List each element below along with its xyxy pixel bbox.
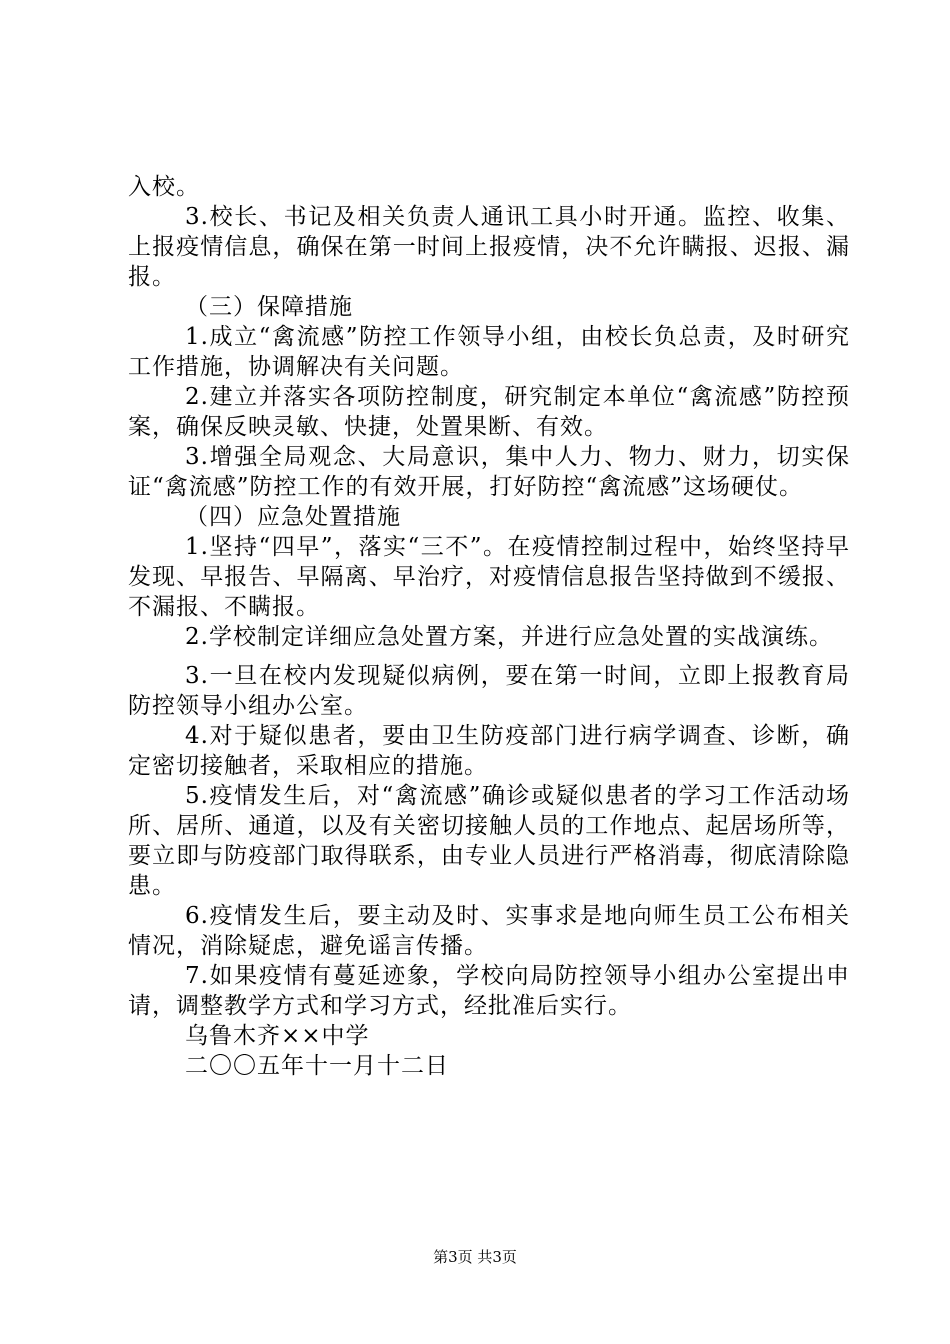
paragraph-emergency-5: 5.疫情发生后，对“禽流感”确诊或疑似患者的学习工作活动场所、居所、通道，以及有关密切接触人员的工作地点、起居场所等，要立即与防疫部门取得联系，由专业人员进行严格消毒，彻底清除隐患。 — [128, 783, 850, 899]
document-body — [128, 172, 850, 1081]
paragraph-safeguard-1: 1.成立“禽流感”防控工作领导小组，由校长负总责，及时研究工作措施，协调解决有关问题。 — [128, 324, 850, 380]
section-heading-emergency: （四）应急处置措施 — [185, 504, 401, 530]
page-footer: 第3页 共3页 — [433, 1248, 517, 1266]
paragraph-continuation: 入校。 — [128, 174, 200, 200]
paragraph-emergency-6: 6.疫情发生后，要主动及时、实事求是地向师生员工公布相关情况，消除疑虑，避免谣言传播。 — [128, 903, 850, 959]
paragraph-emergency-4: 4.对于疑似患者，要由卫生防疫部门进行病学调查、诊断，确定密切接触者，采取相应的措施。 — [128, 723, 850, 779]
paragraph-safeguard-2: 2.建立并落实各项防控制度，研究制定本单位“禽流感”防控预案，确保反映灵敏、快捷，处置果断、有效。 — [128, 384, 850, 440]
section-heading-safeguards: （三）保障措施 — [185, 294, 353, 320]
paragraph-emergency-7: 7.如果疫情有蔓延迹象，学校向局防控领导小组办公室提出申请，调整教学方式和学习方式，经批准后实行。 — [128, 963, 850, 1019]
signature-date: 二〇〇五年十一月十二日 — [185, 1053, 449, 1079]
paragraph-emergency-2: 2.学校制定详细应急处置方案，并进行应急处置的实战演练。 — [185, 624, 833, 650]
paragraph-item-3-contact: 3.校长、书记及相关负责人通讯工具小时开通。监控、收集、上报疫情信息，确保在第一时间上报疫情，决不允许瞒报、迟报、漏报。 — [128, 204, 850, 290]
signature-organization: 乌鲁木齐××中学 — [185, 1023, 370, 1049]
paragraph-emergency-1: 1.坚持“四早”，落实“三不”。在疫情控制过程中，始终坚持早发现、早报告、早隔离、早治疗，对疫情信息报告坚持做到不缓报、不漏报、不瞒报。 — [128, 534, 850, 620]
paragraph-emergency-3: 3.一旦在校内发现疑似病例，要在第一时间，立即上报教育局防控领导小组办公室。 — [128, 663, 850, 719]
paragraph-safeguard-3: 3.增强全局观念、大局意识，集中人力、物力、财力，切实保证“禽流感”防控工作的有效开展，打好防控“禽流感”这场硬仗。 — [128, 444, 850, 500]
